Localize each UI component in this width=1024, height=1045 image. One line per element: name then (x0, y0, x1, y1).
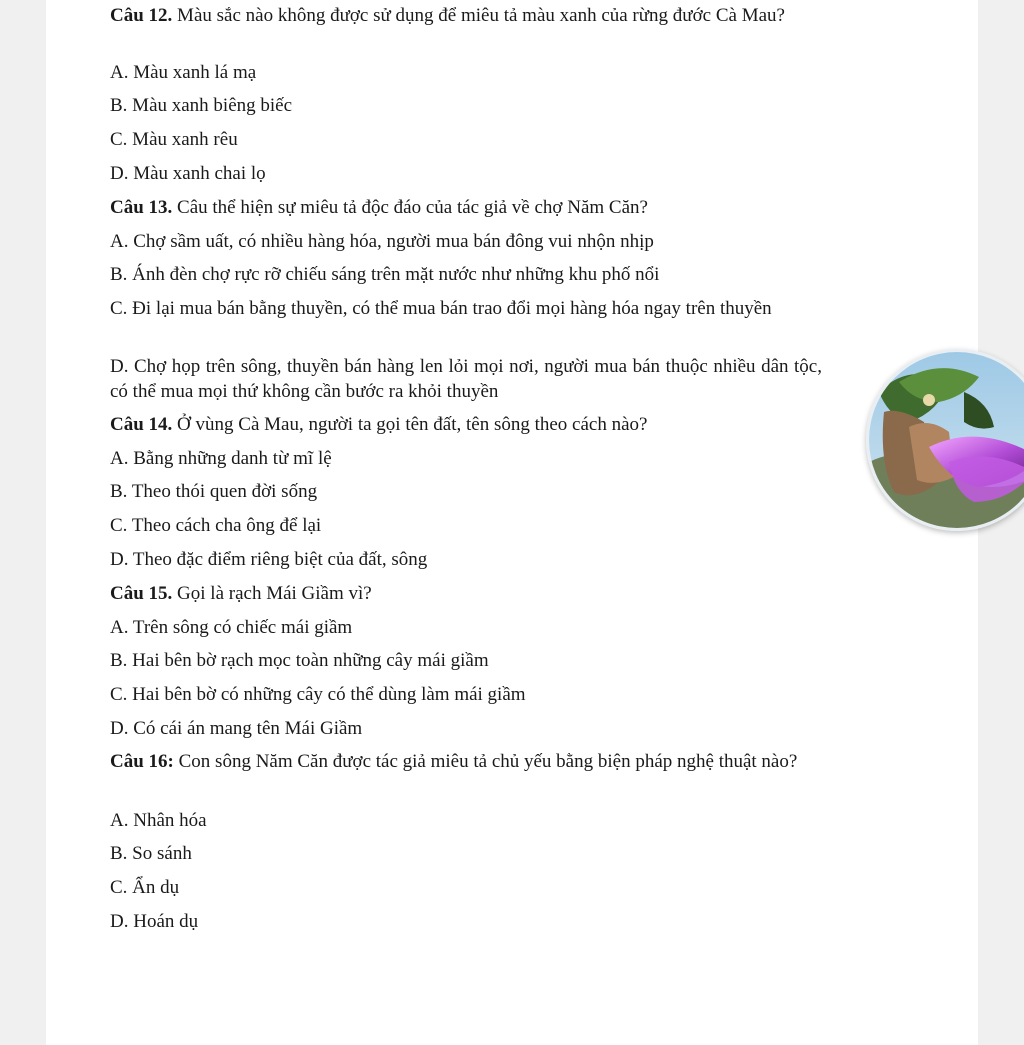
option-12-c: C. Màu xanh rêu (110, 129, 238, 150)
option-13-b: B. Ánh đèn chợ rực rỡ chiếu sáng trên mặt nước như những khu phố nổi (110, 264, 660, 285)
option-15-b: B. Hai bên bờ rạch mọc toàn những cây mái giầm (110, 650, 489, 671)
question-12: Câu 12. Màu sắc nào không được sử dụng để miêu tả màu xanh của rừng đước Cà Mau? (110, 5, 785, 26)
option-16-b: B. So sánh (110, 843, 192, 864)
option-15-d: D. Có cái án mang tên Mái Giầm (110, 718, 363, 739)
option-14-d: D. Theo đặc điểm riêng biệt của đất, sông (110, 549, 428, 570)
option-16-d: D. Hoán dụ (110, 911, 199, 932)
option-15-c: C. Hai bên bờ có những cây có thể dùng làm mái giầm (110, 684, 526, 705)
question-14: Câu 14. Ở vùng Cà Mau, người ta gọi tên đất, tên sông theo cách nào? (110, 414, 648, 435)
character-artwork (869, 352, 1024, 528)
option-14-a: A. Bằng những danh từ mĩ lệ (110, 448, 332, 469)
question-13: Câu 13. Câu thể hiện sự miêu tả độc đáo của tác giả về chợ Năm Căn? (110, 197, 648, 218)
option-12-a: A. Màu xanh lá mạ (110, 62, 257, 83)
option-14-b: B. Theo thói quen đời sống (110, 481, 318, 502)
option-13-d: D. Chợ họp trên sông, thuyền bán hàng len lỏi mọi nơi, người mua bán thuộc nhiều dân tộc, có thể mua mọi thứ không cần bước ra khỏi thuyền (110, 356, 822, 402)
option-13-a: A. Chợ sầm uất, có nhiều hàng hóa, người mua bán đông vui nhộn nhịp (110, 231, 654, 252)
question-15: Câu 15. Gọi là rạch Mái Giầm vì? (110, 583, 372, 604)
question-16: Câu 16: Con sông Năm Căn được tác giả miêu tả chủ yếu bằng biện pháp nghệ thuật nào? (110, 751, 798, 772)
option-12-d: D. Màu xanh chai lọ (110, 163, 266, 184)
option-16-a: A. Nhân hóa (110, 810, 207, 831)
option-16-c: C. Ẩn dụ (110, 877, 180, 898)
option-13-c: C. Đi lại mua bán bằng thuyền, có thể mua bán trao đổi mọi hàng hóa ngay trên thuyền (110, 298, 772, 319)
option-14-c: C. Theo cách cha ông để lại (110, 515, 322, 536)
option-12-b: B. Màu xanh biêng biếc (110, 95, 293, 116)
option-15-a: A. Trên sông có chiếc mái giầm (110, 617, 353, 638)
